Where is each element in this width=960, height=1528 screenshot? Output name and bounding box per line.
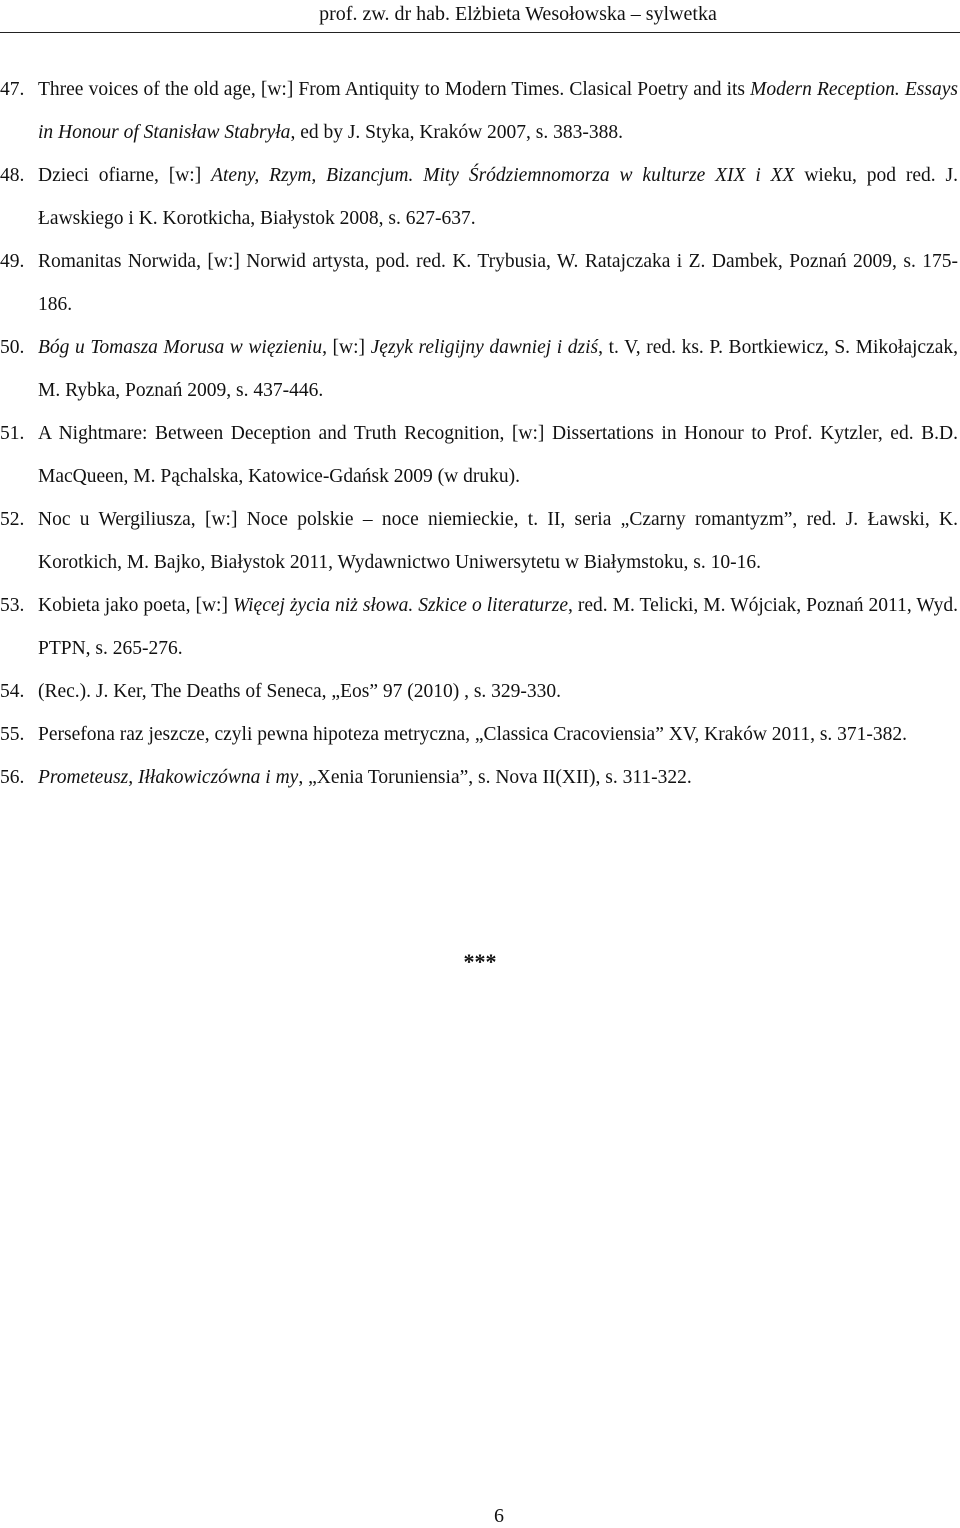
entry-title-italic: Modern Reception. Essays in Honour of Stanisław Stabryła	[38, 79, 958, 143]
entry-text: (Rec.). J. Ker, The Deaths of Seneca, „Eos” 97 (2010) , s. 329-330.	[38, 681, 562, 702]
bibliography-entry	[0, 756, 958, 799]
entry-number: 49.	[0, 251, 25, 272]
entry-text: A Nightmare: Between Deception and Truth Recognition, [w:] Dissertations in Honour to Prof. Kytzler, ed. B.D. MacQueen, M. Pąchalska, Katowice-Gdańsk 2009 (w druku).	[38, 423, 958, 487]
entry-text: , „Xenia Toruniensia”, s. Nova II(XII), s. 311-322.	[298, 767, 692, 788]
page-number: 6	[494, 1505, 504, 1527]
entry-number: 54.	[0, 681, 25, 702]
bibliography-entry	[0, 412, 958, 498]
entry-text: , [w:]	[322, 337, 371, 358]
entry-number: 55.	[0, 724, 25, 745]
bibliography-entry	[0, 670, 958, 713]
entry-text: Dzieci ofiarne, [w:]	[38, 165, 212, 186]
entry-title-italic: Język religijny dawniej i dziś	[370, 337, 599, 358]
entry-text: Persefona raz jeszcze, czyli pewna hipoteza metryczna, „Classica Cracoviensia” XV, Kraków 2011, s. 371-382.	[38, 724, 908, 745]
entry-text: , red. M. Telicki, M. Wójciak, Poznań 2011, Wyd. PTPN, s. 265-276.	[38, 595, 958, 659]
entry-title-italic: Prometeusz, Iłłakowiczówna i my	[38, 767, 299, 788]
bibliography-entry	[0, 713, 958, 756]
bibliography-entry	[0, 68, 958, 154]
entry-text: , ed by J. Styka, Kraków 2007, s. 383-388.	[290, 122, 623, 143]
bibliography-entry	[0, 154, 958, 240]
entry-title-italic: Ateny, Rzym, Bizancjum. Mity Śródziemnomorza w kulturze XIX i XX	[211, 165, 795, 186]
bibliography-entry	[0, 584, 958, 670]
bibliography-list	[0, 68, 958, 799]
entry-number: 51.	[0, 423, 25, 444]
running-header-text: prof. zw. dr hab. Elżbieta Wesołowska – sylwetka	[319, 3, 717, 25]
entry-text: Noc u Wergiliusza, [w:] Noce polskie – noce niemieckie, t. II, seria „Czarny romantyzm”, red. J. Ławski, K. Korotkich, M. Bajko, Białystok 2011, Wydawnictwo Uniwersytetu w Białymstoku, s. 10-16.	[38, 509, 958, 573]
entry-text: Romanitas Norwida, [w:] Norwid artysta, pod. red. K. Trybusia, W. Ratajczaka i Z. Dambek, Poznań 2009, s. 175-186.	[38, 251, 958, 315]
bibliography-entry	[0, 240, 958, 326]
entry-number: 53.	[0, 595, 25, 616]
bibliography-entry	[0, 498, 958, 584]
entry-text: Kobieta jako poeta, [w:]	[38, 595, 233, 616]
running-header	[0, 2, 960, 26]
bibliography-entry	[0, 326, 958, 412]
entry-number: 47.	[0, 79, 25, 100]
entry-text: , t. V, red. ks. P. Bortkiewicz, S. Mikołajczak, M. Rybka, Poznań 2009, s. 437-446.	[38, 337, 958, 401]
section-separator: ***	[463, 949, 497, 974]
entry-title-italic: Więcej życia niż słowa. Szkice o literaturze	[232, 595, 568, 616]
header-rule	[0, 32, 960, 33]
entry-text: Three voices of the old age, [w:] From Antiquity to Modern Times. Clasical Poetry and its	[38, 79, 751, 100]
entry-number: 56.	[0, 767, 25, 788]
entry-number: 50.	[0, 337, 25, 358]
entry-number: 48.	[0, 165, 25, 186]
entry-title-italic: Bóg u Tomasza Morusa w więzieniu	[38, 337, 323, 358]
entry-text: wieku, pod red. J. Ławskiego i K. Korotkicha, Białystok 2008, s. 627-637.	[38, 165, 958, 229]
entry-number: 52.	[0, 509, 25, 530]
